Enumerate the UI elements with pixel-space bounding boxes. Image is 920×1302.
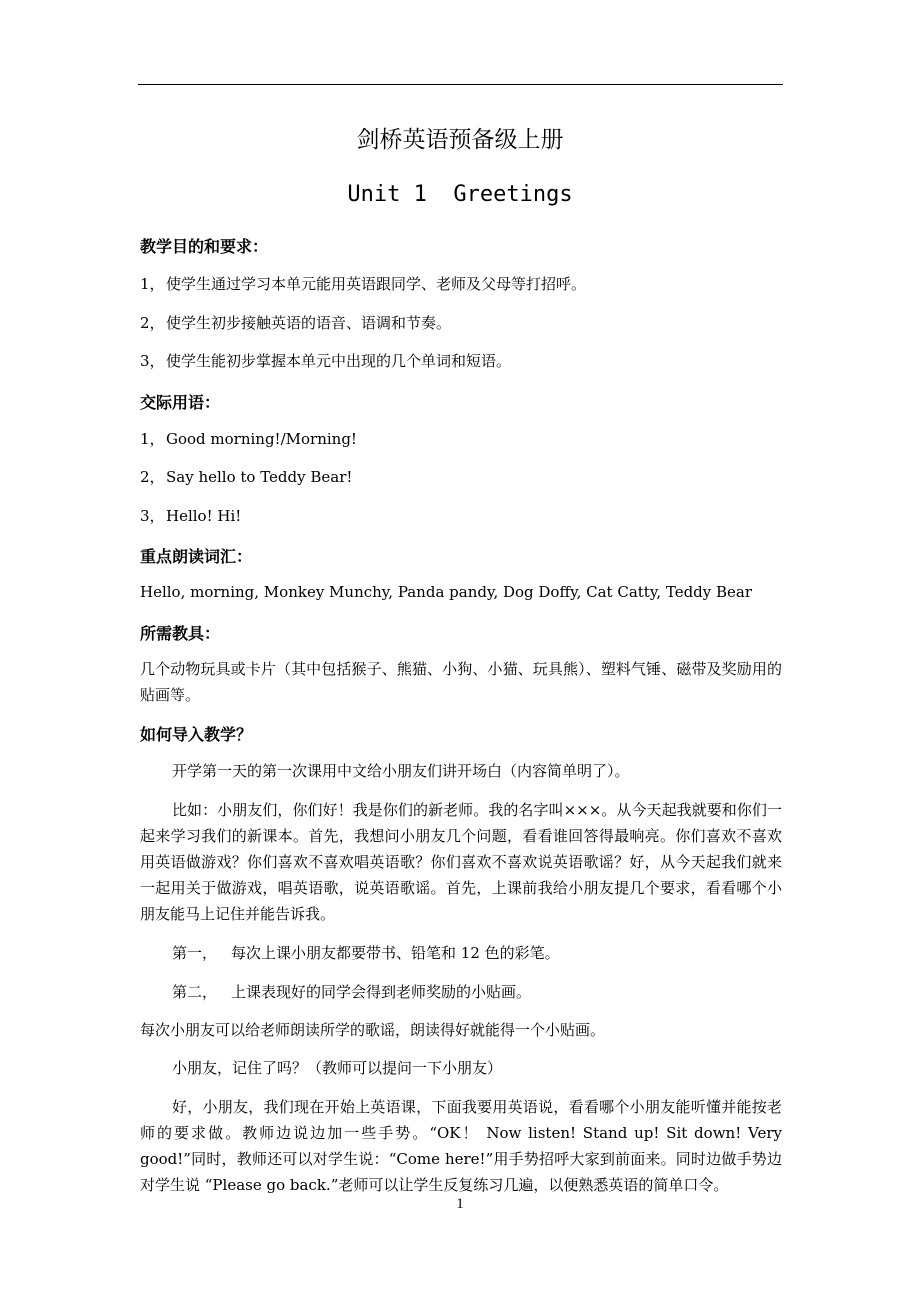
- list-item-number: 1，: [140, 430, 165, 448]
- vocab-heading: 重点朗读词汇：: [140, 547, 253, 566]
- list-item: [140, 426, 782, 452]
- list-item-number: 3，: [140, 507, 165, 525]
- materials-heading: 所需教具：: [140, 624, 221, 643]
- list-item-text: 使学生初步接触英语的语音、语调和节奏。: [166, 314, 452, 332]
- list-item-text: Say hello to Teddy Bear!: [166, 468, 353, 486]
- list-item-text: 使学生能初步掌握本单元中出现的几个单词和短语。: [166, 352, 512, 370]
- rule-item: [140, 979, 782, 1005]
- paragraph: 比如：小朋友们，你们好！我是你们的新老师。我的名字叫×××。从今天起我就要和你们一起来学习我们的新课本。首先，我想问小朋友几个问题，看看谁回答得最响亮。你们喜欢不喜欢用英语做游戏？你们喜欢不喜欢唱英语歌？你们喜欢不喜欢说英语歌谣？好，从今天起我们就来一起用关于做游戏，唱英语歌，说英语歌谣。首先，上课前我给小朋友提几个要求，看看哪个小朋友能马上记住并能告诉我。: [140, 801, 782, 923]
- list-item-number: 1，: [140, 275, 165, 293]
- rule-text: 每次上课小朋友都要带书、铅笔和 12 色的彩笔。: [231, 944, 560, 962]
- list-item: [140, 348, 782, 374]
- paragraph: 开学第一天的第一次课用中文给小朋友们讲开场白（内容简单明了）。: [172, 762, 630, 780]
- list-item-text: Hello! Hi!: [166, 507, 242, 525]
- document-title: 剑桥英语预备级上册: [356, 127, 564, 153]
- rule-item: [140, 940, 782, 966]
- page-number: 1: [456, 1196, 464, 1212]
- list-item: [140, 271, 782, 297]
- list-item-text: Good morning!/Morning!: [166, 430, 357, 448]
- list-item-number: 2，: [140, 314, 165, 332]
- materials-text: 几个动物玩具或卡片（其中包括猴子、熊猫、小狗、小猫、玩具熊）、塑料气锤、磁带及奖励用的贴画等。: [140, 660, 782, 704]
- rule-label: 第二，: [172, 983, 218, 1001]
- list-item: [140, 503, 782, 529]
- paragraph: 好，小朋友，我们现在开始上英语课，下面我要用英语说，看看哪个小朋友能听懂并能按老师的要求做。教师边说边加一些手势。“OK！ Now listen! Stand up! Sit down! Very good!”同时，教师还可以对学生说：“Come here!”用手势招呼大家到前面来。同时边做手势边对学生说 “Please go back.”老师可以让学生反复练习几遍，以便熟悉英语的简单口令。: [140, 1098, 782, 1194]
- rule-text: 上课表现好的同学会得到老师奖励的小贴画。: [231, 983, 532, 1001]
- list-item: [140, 310, 782, 336]
- list-item-text: 使学生通过学习本单元能用英语跟同学、老师及父母等打招呼。: [166, 275, 587, 293]
- header-rule: [138, 84, 783, 85]
- phrases-heading: 交际用语：: [140, 393, 221, 412]
- paragraph: 每次小朋友可以给老师朗读所学的歌谣，朗读得好就能得一个小贴画。: [140, 1021, 606, 1039]
- vocab-list: Hello, morning, Monkey Munchy, Panda pandy, Dog Doffy, Cat Catty, Teddy Bear: [140, 583, 753, 601]
- intro-heading: 如何导入教学？: [140, 725, 253, 744]
- objectives-heading: 教学目的和要求：: [140, 237, 269, 256]
- rule-label: 第一，: [172, 944, 218, 962]
- list-item-number: 2，: [140, 468, 165, 486]
- paragraph: 小朋友，记住了吗？（教师可以提问一下小朋友）: [172, 1059, 503, 1077]
- list-item: [140, 464, 782, 490]
- list-item-number: 3，: [140, 352, 165, 370]
- unit-title: Unit 1 Greetings: [347, 182, 573, 207]
